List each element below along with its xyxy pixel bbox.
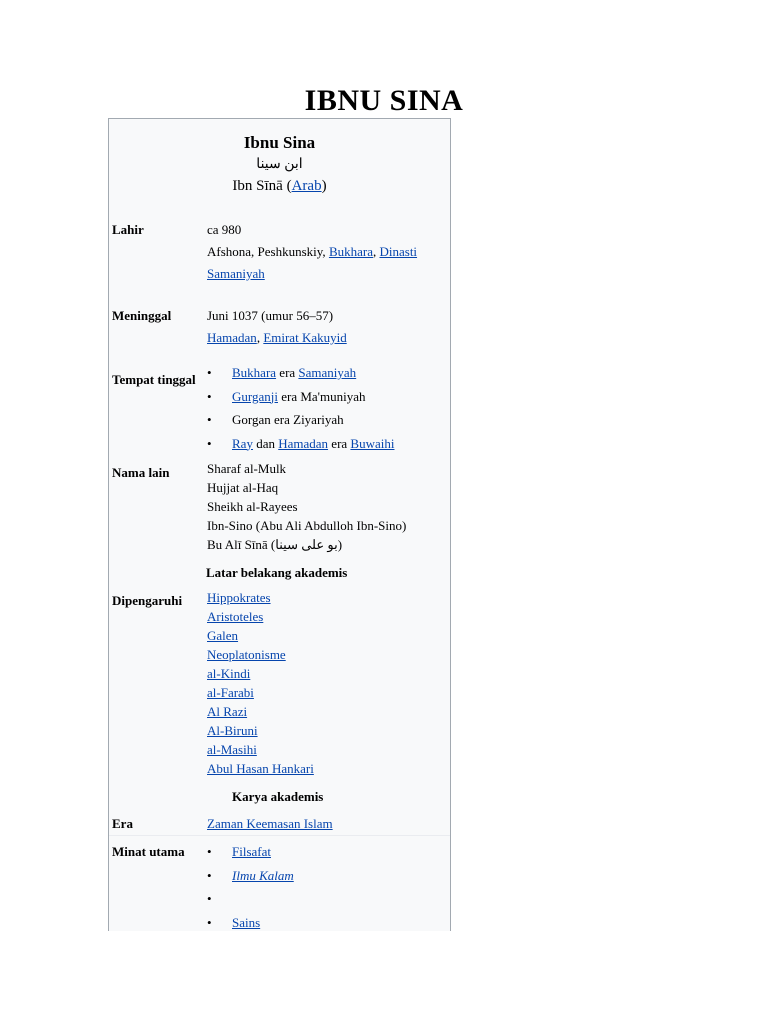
buwaihi-link[interactable]: Buwaihi	[350, 435, 395, 451]
influence-link[interactable]: al-Kindi	[207, 666, 251, 681]
list-item	[207, 911, 447, 932]
minat-utama-label: Minat utama	[112, 844, 185, 859]
nama-lain-label: Nama lain	[112, 465, 170, 480]
hamadan-link[interactable]: Hamadan	[207, 330, 257, 345]
list-item	[207, 361, 447, 385]
influence-link[interactable]: Aristoteles	[207, 609, 264, 624]
translit-close: )	[321, 178, 327, 194]
comma: ,	[372, 244, 380, 259]
alt-name: Hujjat al-Haq	[207, 480, 279, 495]
era-label: Era	[112, 816, 133, 831]
zaman-keemasan-islam-link[interactable]: Zaman Keemasan Islam	[207, 816, 333, 831]
bukhara-link[interactable]: Bukhara	[232, 365, 277, 380]
bukhara-link[interactable]: Bukhara	[328, 244, 373, 259]
list-text: era	[276, 365, 299, 380]
era-value	[207, 813, 447, 835]
influence-link[interactable]: Al-Biruni	[207, 723, 258, 738]
list-text: era Ma'muniyah	[277, 388, 366, 404]
gurganji-link[interactable]: Gurganji	[232, 388, 278, 404]
ilmu-kalam-link[interactable]: Ilmu Kalam	[232, 867, 294, 883]
sains-link[interactable]: Sains	[232, 914, 261, 930]
list-item	[207, 385, 447, 409]
birth-place	[207, 241, 447, 285]
nama-lain-value	[207, 459, 447, 554]
birth-date: ca 980	[207, 222, 242, 237]
infobox-arabic-name: ابن سينا	[256, 157, 303, 172]
list-text: era	[328, 435, 351, 451]
hamadan-link[interactable]: Hamadan	[278, 435, 329, 451]
dipengaruhi-value	[207, 588, 447, 778]
list-text: Gorgan era Ziyariyah	[232, 412, 344, 427]
list-text: dan	[252, 435, 279, 451]
infobox	[108, 118, 451, 931]
alt-name: Sheikh al-Rayees	[207, 499, 298, 514]
interests-list	[207, 840, 447, 931]
lahir-label: Lahir	[112, 222, 144, 237]
meninggal-label: Meninggal	[112, 308, 172, 323]
minat-utama-value	[207, 840, 447, 931]
list-item	[207, 864, 447, 888]
ray-link[interactable]: Ray	[232, 435, 253, 451]
influence-link[interactable]: Abul Hasan Hankari	[207, 761, 314, 776]
alt-name: Sharaf al-Mulk	[207, 461, 287, 476]
emirat-kakuyid-link[interactable]: Emirat Kakuyid	[263, 330, 347, 345]
comma: ,	[256, 330, 264, 345]
alt-name: Ibn-Sino (Abu Ali Abdulloh Ibn-Sino)	[207, 518, 407, 533]
alt-name: Bu Alī Sīnā (بو علی سینا)	[207, 537, 343, 552]
influence-link[interactable]: Neoplatonisme	[207, 647, 286, 662]
infobox-name: Ibnu Sina	[243, 133, 316, 152]
arab-link[interactable]: Arab	[291, 178, 322, 194]
row-divider	[109, 835, 450, 836]
section-header-latar: Latar belakang akademis	[206, 565, 348, 580]
tempat-tinggal-value	[207, 361, 447, 455]
infobox-transliteration	[109, 178, 450, 195]
influence-link[interactable]: Al Razi	[207, 704, 248, 719]
translit-text: Ibn Sīnā (	[232, 178, 292, 194]
death-date: Juni 1037 (umur 56–57)	[207, 308, 334, 323]
list-item	[207, 887, 447, 911]
influence-link[interactable]: al-Masihi	[207, 742, 257, 757]
list-item	[207, 432, 447, 456]
tempat-tinggal-label: Tempat tinggal	[112, 372, 196, 387]
filsafat-link[interactable]: Filsafat	[232, 844, 271, 859]
meninggal-value	[207, 305, 447, 349]
lahir-value	[207, 219, 447, 285]
death-place	[207, 327, 447, 349]
influence-link[interactable]: Galen	[207, 628, 239, 643]
page-title: IBNU SINA	[304, 84, 464, 117]
dipengaruhi-label: Dipengaruhi	[112, 593, 183, 608]
section-header-karya: Karya akademis	[232, 789, 324, 804]
influence-link[interactable]: Hippokrates	[207, 590, 271, 605]
samaniyah-link[interactable]: Samaniyah	[298, 365, 357, 380]
list-item	[207, 840, 447, 864]
residence-list	[207, 361, 447, 455]
birth-place-text: Afshona, Peshkunskiy,	[207, 244, 329, 259]
list-item	[207, 408, 447, 432]
dinasti-samaniyah-link[interactable]: Dinasti Samaniyah	[207, 244, 418, 281]
influence-link[interactable]: al-Farabi	[207, 685, 254, 700]
